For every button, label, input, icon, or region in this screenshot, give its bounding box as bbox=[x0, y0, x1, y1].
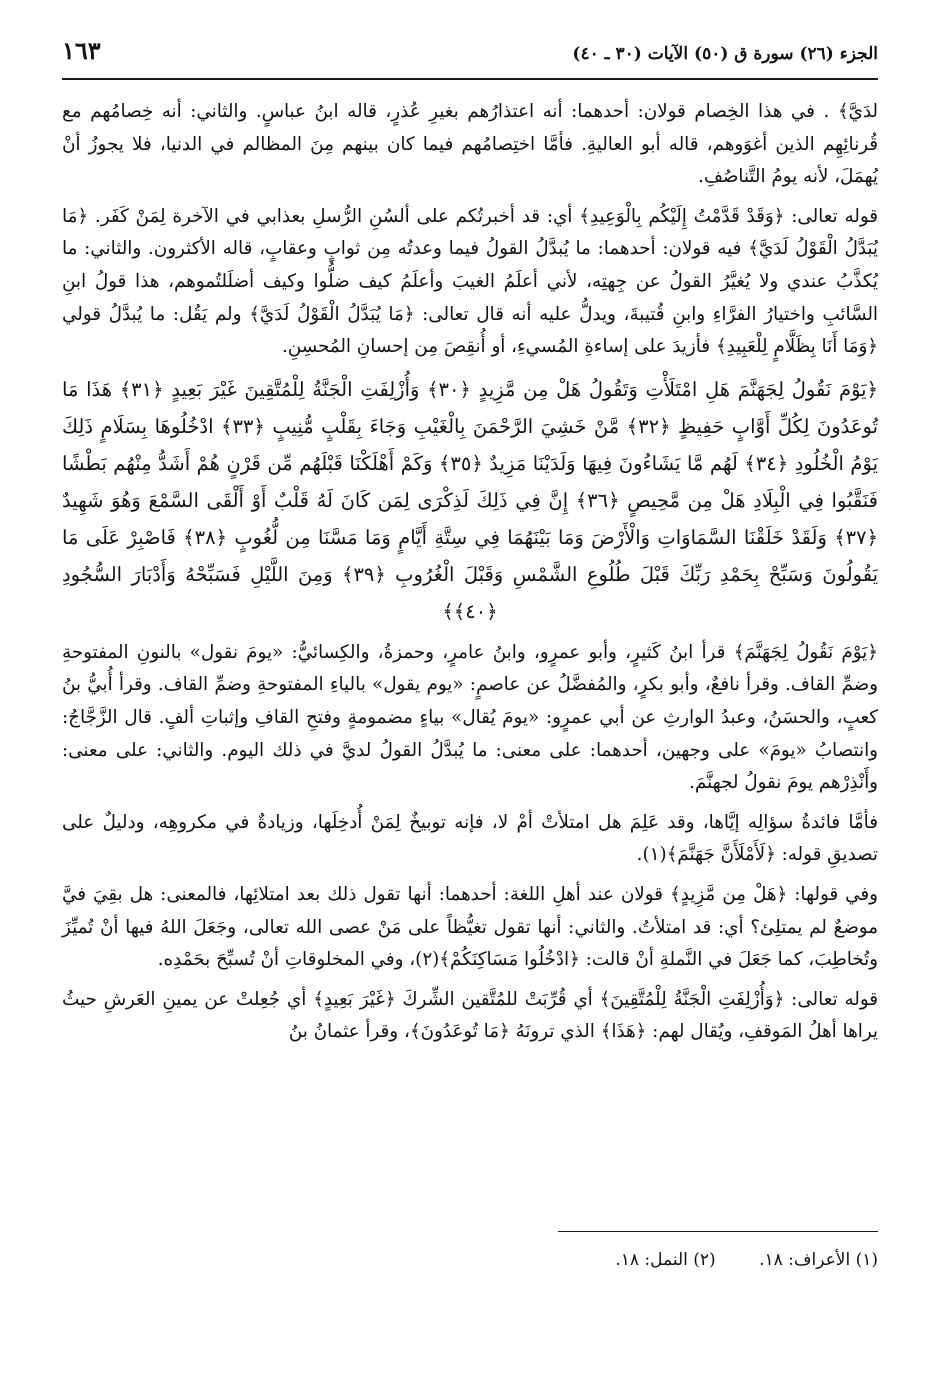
paragraph: ﴿يَوْمَ نَقُولُ لِجَهَنَّمَ﴾ قرأ ابنُ كَثيرٍ، وأبو عمرٍو، وابنُ عامرٍ، وحمزةُ، والكِسائيُّ: «يومَ نقول» بالنونِ المفتوحةِ وضمِّ القاف. وقرأ نافعٌ، وأبو بكرٍ، والمُفضَّلُ عن عاصمٍ: «يوم يقول» بالياءِ المفتوحةِ وضمِّ القاف. وقرأ أُبيُّ بنُ كعبٍ، والحسَنُ، وعبدُ الوارثِ عن أبي عمرٍو: «يومَ يُقال» بياءٍ مضمومةٍ وفتحِ القافِ وإثباتِ ألفٍ. قال الزَّجَّاجُ: وانتصابُ «يومَ» على وجهين، أحدهما: على معنى: ما يُبدَّلُ القولُ لديَّ في ذلك اليوم. والثاني: على معنى: وأَنْذِرْهم يومَ نقولُ لجهنَّمَ. bbox=[62, 641, 878, 794]
paragraph: فأمَّا فائدةُ سؤالِه إيَّاها، وقد عَلِمَ هل امتلأتْ أمْ لا، فإنه توبيخٌ لِمَنْ أُدخِلَها، وزيادةٌ في مكروهِه، ودليلٌ على تصديقِ قوله: ﴿لَأَمْلَأَنَّ جَهَنَّمَ﴾(١). bbox=[62, 811, 878, 866]
page-body bbox=[62, 96, 878, 1056]
paragraph: قوله تعالى: ﴿وَأُزْلِفَتِ الْجَنَّةُ لِلْمُتَّقِينَ﴾ أي قُرِّبَتْ للمُتَّقين الشِّركَ ﴿غَيْرَ بَعِيدٍ﴾ أي جُعِلتْ عن يمينِ العَرشِ حيثُ يراها أهلُ المَوقفِ، ويُقال لهم: ﴿هَذَا﴾ الذي ترونَهُ ﴿مَا تُوعَدُونَ﴾، وقرأ عثمانُ بنُ bbox=[62, 988, 878, 1043]
footnotes bbox=[577, 1250, 878, 1270]
footnote-1: (١) الأعراف: ١٨. bbox=[759, 1250, 878, 1270]
paragraph: لدَيَّ﴾ . في هذا الخِصام قولان: أحدهما: أنه اعتذارُهم بغيرِ عُذرٍ، قاله ابنُ عباسٍ. والثاني: أنه خِصامُهم مع قُرنائِهِم الذين أغوَوهم، قاله أبو العاليةِ. فأمَّا اختِصامُهم فيما كان بينهم مِنَ المظالم في الدنيا، فلا يجوزُ أنْ يُهمَلَ، لأنه يومُ التَّناصُفِ. bbox=[62, 101, 878, 188]
paragraph: وفي قولها: ﴿هَلْ مِن مَّزِيدٍ﴾ قولان عند أهلِ اللغة: أحدهما: أنها تقول ذلك بعد امتلائِها، فالمعنى: هل بقِيَ فيَّ موضعٌ لم يمتلِئ؟ أي: قد امتلأتُ. والثاني: أنها تقول تغيُّظاً على مَنْ عصى الله تعالى، وجَعَلَ اللهُ فيها أنْ تُميِّزَ وتُخاطِبَ، كما جَعَلَ في النَّملةِ أنْ قالت: ﴿ادْخُلُوا مَسَاكِنَكُمْ﴾(٢)، وفي المخلوقاتِ أنْ تُسبِّحَ بحَمْدِه. bbox=[62, 883, 878, 971]
paragraph: قوله تعالى: ﴿وَقَدْ قَدَّمْتُ إِلَيْكُم بِالْوَعِيدِ﴾ أي: قد أخبرتُكم على ألسُنِ الرُّسلِ بعذابي في الآخرة لِمَنْ كَفَر. ﴿مَا يُبَدَّلُ الْقَوْلُ لَدَيَّ﴾ فيه قولان: أحدهما: ما يُبدَّلُ القولُ فيما وعدتُه مِن ثوابٍ وعقابٍ، قاله الأكثرون. والثاني: ما يُكذَّبُ عندي ولا يُغيَّرُ القولُ عن جِهتِه، لأني أعلَمُ الغيبَ وأعلَمُ كيف ضلُّوا وكيف أضلَلتُموهم، هذا قولُ ابنِ السَّائبِ واختيارُ الفرَّاءِ وابنِ قُتيبةَ، ويدلُّ عليه أنه قال تعالى: ﴿مَا يُبَدَّلُ الْقَوْلُ لَدَيَّ﴾ ولم يَقُل: ما يُبدَّلُ قولي ﴿وَمَا أَنَا بِظَلَّامٍ لِلْعَبِيدِ﴾ فأزيدَ على إساءةِ المُسيءِ، أو أُنقِصَ مِن إحسانِ المُحسِنِ. bbox=[62, 205, 878, 358]
footnote-separator bbox=[558, 1231, 878, 1232]
page-header bbox=[62, 34, 878, 80]
running-title: الجزء (٢٦) سورة ق (٥٠) الآيات (٣٠ ـ ٤٠) bbox=[572, 44, 878, 64]
page-number: ١٦٣ bbox=[62, 36, 101, 65]
footnote-2: (٢) النمل: ١٨. bbox=[615, 1250, 716, 1270]
quran-verses-block: ﴿يَوْمَ نَقُولُ لِجَهَنَّمَ هَلِ امْتَلَأْتِ وَتَقُولُ هَلْ مِن مَّزِيدٍ ﴿٣٠﴾ وَأُزْلِفَتِ الْجَنَّةُ لِلْمُتَّقِينَ غَيْرَ بَعِيدٍ ﴿٣١﴾ هَذَا مَا تُوعَدُونَ لِكُلِّ أَوَّابٍ حَفِيظٍ ﴿٣٢﴾ مَّنْ خَشِيَ الرَّحْمَنَ بِالْغَيْبِ وَجَاءَ بِقَلْبٍ مُّنِيبٍ ﴿٣٣﴾ ادْخُلُوهَا بِسَلَامٍ ذَلِكَ يَوْمُ الْخُلُودِ ﴿٣٤﴾ لَهُم مَّا يَشَاءُونَ فِيهَا وَلَدَيْنَا مَزِيدٌ ﴿٣٥﴾ وَكَمْ أَهْلَكْنَا قَبْلَهُم مِّن قَرْنٍ هُمْ أَشَدُّ مِنْهُم بَطْشًا فَنَقَّبُوا فِي الْبِلَادِ هَلْ مِن مَّحِيصٍ ﴿٣٦﴾ إِنَّ فِي ذَلِكَ لَذِكْرَى لِمَن كَانَ لَهُ قَلْبٌ أَوْ أَلْقَى السَّمْعَ وَهُوَ شَهِيدٌ ﴿٣٧﴾ وَلَقَدْ خَلَقْنَا السَّمَاوَاتِ وَالْأَرْضَ وَمَا بَيْنَهُمَا فِي سِتَّةِ أَيَّامٍ وَمَا مَسَّنَا مِن لُّغُوبٍ ﴿٣٨﴾ فَاصْبِرْ عَلَى مَا يَقُولُونَ وَسَبِّحْ بِحَمْدِ رَبِّكَ قَبْلَ طُلُوعِ الشَّمْسِ وَقَبْلَ الْغُرُوبِ ﴿٣٩﴾ وَمِنَ اللَّيْلِ فَسَبِّحْهُ وَأَدْبَارَ السُّجُودِ ﴿٤٠﴾﴾ bbox=[62, 377, 879, 623]
